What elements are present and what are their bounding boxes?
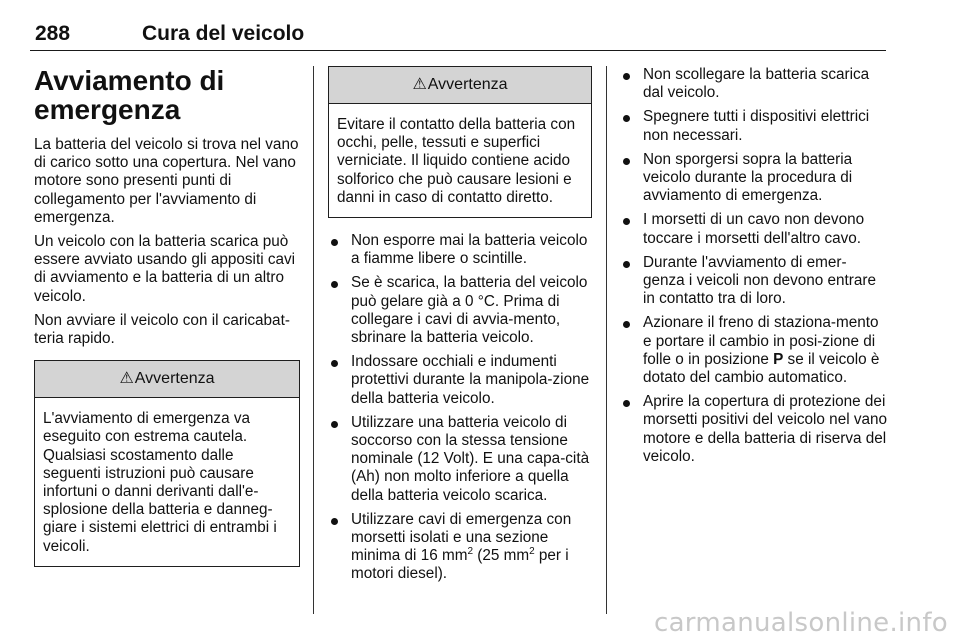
list-item-text: Utilizzare cavi di emergenza con morsetti isolati e una sezione minima di 16 $mm^2$ (25 $mm^2$ per i motori diesel). [351,510,572,583]
warning-box [328,66,592,218]
warning-title: Avvertenza [134,370,215,388]
column-divider [313,66,314,614]
warning-header [329,67,591,104]
bullet-icon [623,115,630,122]
paragraph: Non avviare il veicolo con il caricabat-teria rapido. [34,311,290,348]
column-right [620,66,888,472]
column-middle [328,66,592,590]
bullet-list [328,232,592,584]
paragraph: La batteria del veicolo si trova nel vano di carico sotto una copertura. Nel vano motore sono presenti punti di collegamento per l'avviamento di emergenza. [34,136,299,226]
section-title: Avviamento di emergenza [34,65,225,125]
paragraph: Un veicolo con la batteria scarica può essere avviato usando gli appositi cavi di avviamento e la batteria di un altro veicolo. [34,233,296,305]
bullet-icon [331,518,338,525]
list-item-text: I morsetti di un cavo non devono toccare i morsetti dell'altro cavo. [643,211,865,247]
bullet-list [620,66,888,466]
list-item [620,108,888,144]
bullet-icon [623,218,630,225]
warning-icon: ⚠ [119,370,134,388]
warning-text: Evitare il contatto della batteria con occhi, pelle, tessuti e superfici verniciate. Il liquido contiene acido solforico che può causare lesioni e danni in caso di contatto diretto. [337,116,576,206]
watermark: carmanualsonline.info [653,608,948,638]
page-header [30,22,886,51]
list-item [328,414,592,505]
list-item-text: Indossare occhiali e indumenti protettivi durante la manipola-zione della batteria veicolo. [351,353,590,407]
column-left [34,66,300,567]
bullet-icon [623,400,630,407]
bullet-icon [331,281,338,288]
warning-box [34,360,300,567]
list-item [328,274,592,347]
list-item [620,211,888,247]
warning-icon: ⚠ [412,76,427,93]
warning-title: Avvertenza [427,76,508,93]
list-item-text: Non sporgersi sopra la batteria veicolo durante la procedura di avviamento di emergenza. [643,150,853,205]
list-item-text: Durante l'avviamento di emer-genza i veicoli non devono entrare in contatto tra di loro. [643,253,877,308]
list-item [620,151,888,206]
bullet-icon [331,360,338,367]
list-item-text: Utilizzare una batteria veicolo di soccorso con la stessa tensione nominale (12 Volt). E una capa-cità (Ah) non molto inferiore a quella della batteria veicolo scarica. [351,413,590,504]
warning-text: L'avviamento di emergenza va eseguito con estrema cautela. Qualsiasi scostamento dalle seguenti istruzioni può causare infortuni o danni derivanti dall'e-splosione della batteria e danneg-giare i sistemi elettrici di entrambi i veicoli. [43,410,277,555]
gear-position-label: P [773,350,784,368]
bullet-icon [331,239,338,246]
list-item-text: Non scollegare la batteria scarica dal veicolo. [643,66,870,102]
bullet-icon [623,261,630,268]
list-item [328,353,592,408]
list-item [620,254,888,309]
list-item-text: Se è scarica, la batteria del veicolo può gelare già a 0 °C. Prima di collegare i cavi di avvia-mento, sbrinare la batteria veicolo. [351,274,588,347]
chapter-title: Cura del veicolo [142,22,305,45]
bullet-icon [623,158,630,165]
list-item [328,232,592,268]
list-item [328,511,592,584]
superscript: 2 [467,546,474,558]
warning-header [35,361,299,398]
list-item-text: Non esporre mai la batteria veicolo a fiamme libere o scintille. [351,232,588,268]
superscript: 2 [529,546,535,558]
bullet-icon [331,421,338,428]
column-divider [606,66,607,614]
page-number: 288 [35,22,71,45]
bullet-icon [623,321,630,328]
list-item-text: Spegnere tutti i dispositivi elettrici non necessari. [643,108,870,144]
list-item [620,314,888,387]
list-item-text: Azionare il freno di staziona-mento e portare il cambio in posi-zione di folle o in posizione P se il veicolo è dotato del cambio automatico. [643,314,880,387]
list-item-text: Aprire la copertura di protezione dei morsetti positivi del veicolo nel vano motore e della batteria di riserva del veicolo. [643,393,888,465]
list-item [620,66,888,102]
list-item [620,393,888,466]
bullet-icon [623,73,630,80]
